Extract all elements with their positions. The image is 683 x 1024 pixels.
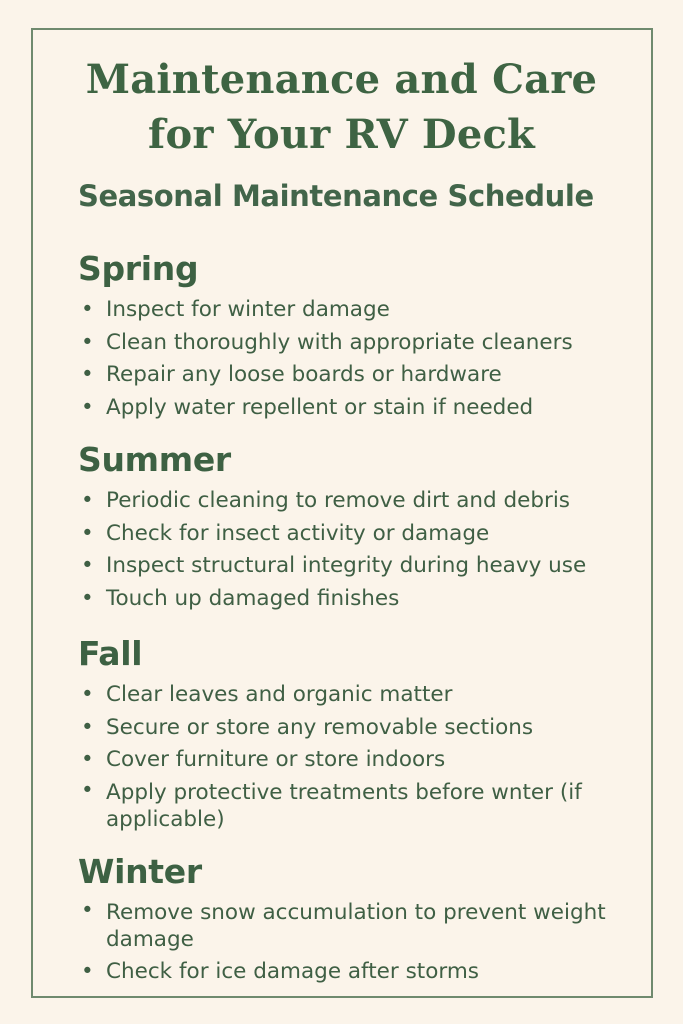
list-item: • Periodic cleaning to remove dirt and debris: [78, 485, 638, 518]
page-subtitle: Seasonal Maintenance Schedule: [78, 179, 594, 213]
list-item: • Apply water repellent or stain if needed: [78, 392, 638, 425]
section-heading-fall: Fall: [78, 634, 143, 673]
bullet-list-fall: [78, 679, 638, 836]
bullet-list-summer: [78, 485, 638, 615]
section-fall: [78, 632, 638, 836]
title-line-2: for Your RV Deck: [148, 111, 535, 158]
section-heading-spring: Spring: [78, 249, 199, 288]
bullet-list-spring: [78, 294, 638, 424]
section-spring: [78, 247, 638, 424]
list-item: • Inspect for winter damage: [78, 294, 638, 327]
section-heading-winter: Winter: [78, 852, 202, 891]
page-title: [0, 52, 683, 162]
list-item: • Clear leaves and organic matter: [78, 679, 638, 712]
list-item: • Inspect structural integrity during heavy use: [78, 550, 638, 583]
list-item: • Check for insect activity or damage: [78, 518, 638, 551]
list-item: • Apply protective treatments before wnter (if applicable): [78, 777, 638, 836]
list-item: • Cover furniture or store indoors: [78, 744, 638, 777]
list-item: • Clean thoroughly with appropriate cleaners: [78, 327, 638, 360]
title-line-1: Maintenance and Care: [85, 56, 598, 103]
section-heading-summer: Summer: [78, 440, 231, 479]
section-summer: [78, 438, 638, 615]
section-winter: [78, 850, 638, 989]
list-item: • Secure or store any removable sections: [78, 712, 638, 745]
bullet-list-winter: [78, 897, 638, 989]
list-item: • Check for ice damage after storms: [78, 956, 638, 989]
list-item: • Repair any loose boards or hardware: [78, 359, 638, 392]
list-item: • Remove snow accumulation to prevent weight damage: [78, 897, 638, 956]
list-item: • Touch up damaged finishes: [78, 583, 638, 616]
